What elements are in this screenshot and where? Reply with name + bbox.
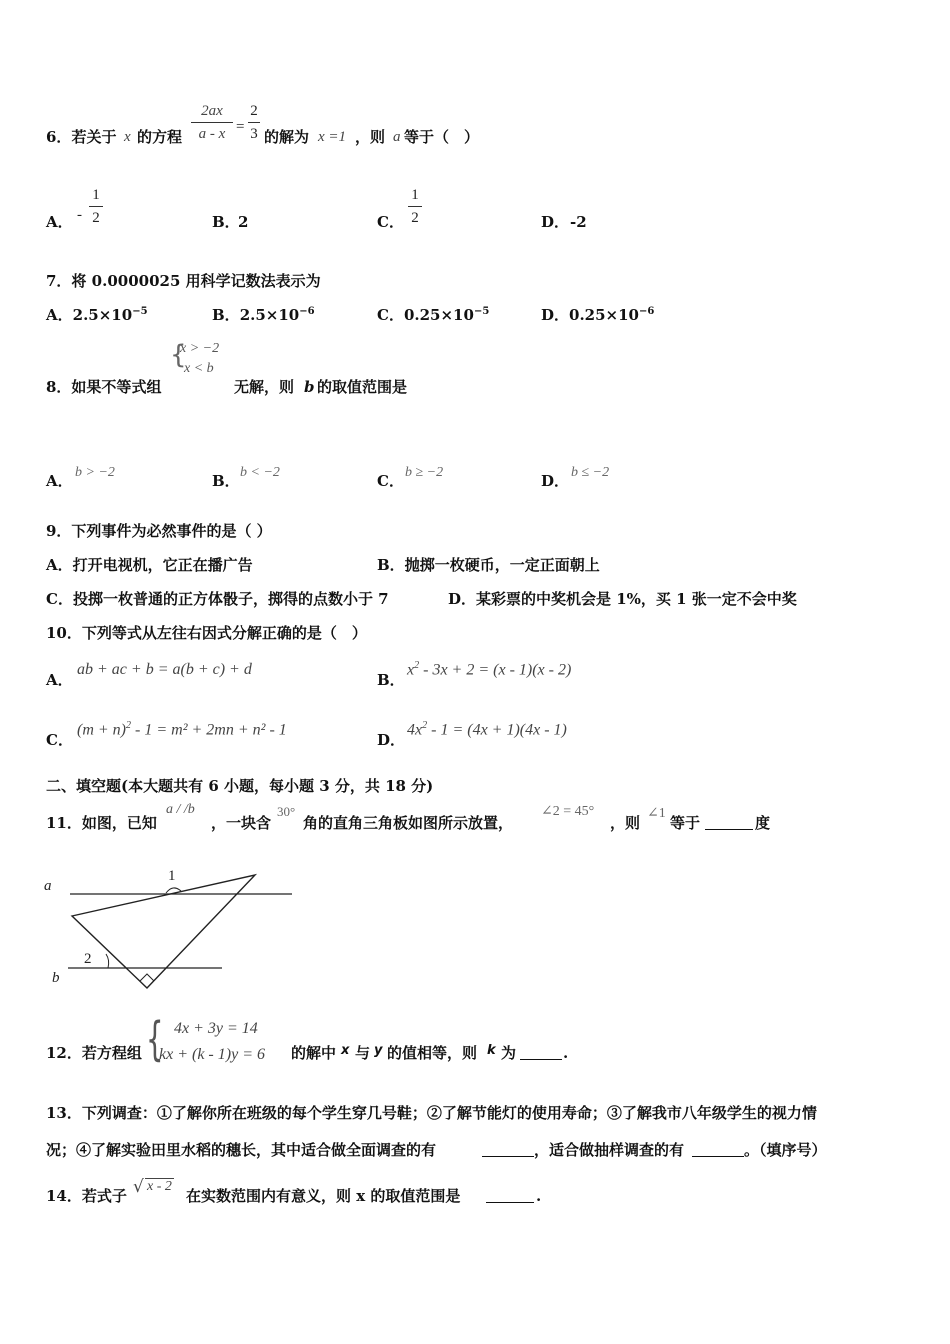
q6-option-a-fraction <box>89 188 103 226</box>
q6-option-d-label: D． <box>541 213 570 231</box>
q6-option-c-label: C． <box>377 213 404 231</box>
q11-stem-p3: 角的直角三角板如图所示放置， <box>303 814 514 832</box>
q6-var-a: a <box>393 129 401 145</box>
q6-option-c-den: 2 <box>408 206 422 226</box>
q8-ineq2: x < b <box>184 361 214 376</box>
q11-stem-p5: 等于 <box>670 814 701 832</box>
q9-stem: 9．下列事件为必然事件的是（ ） <box>46 522 272 540</box>
q12-stem-p5: 为 <box>501 1044 517 1062</box>
q12-eq1: 4x + 3y = 14 <box>174 1020 258 1037</box>
q14-answer-blank[interactable] <box>486 1202 534 1203</box>
q11-cond-angle2: ∠2 = 45° <box>541 804 595 819</box>
q9-option-b: B．抛掷一枚硬币，一定正面朝上 <box>377 556 600 574</box>
q11-stem-p6: 度 <box>755 814 771 832</box>
q11-stem-p1: 11．如图，已知 <box>46 814 157 832</box>
q14-stem-p1: 14．若式子 <box>46 1187 127 1205</box>
q13-line2-a: 况；④了解实验田里水稻的穗长，其中适合做全面调查的有 <box>46 1141 437 1159</box>
q6-stem-prefix: 6．若关于 <box>46 128 117 146</box>
q8-option-c-label: C． <box>377 472 404 490</box>
q11-angle-30: 30° <box>277 804 296 819</box>
q13-line1: 13．下列调查：①了解你所在班级的每个学生穿几号鞋；②了解节能灯的使用寿命；③了解我市八年级学生的视力情 <box>46 1104 817 1122</box>
q6-option-c-fraction <box>408 188 422 226</box>
q6-option-a-den: 2 <box>89 206 103 226</box>
q8-brace: { <box>170 340 187 370</box>
q12-var-x: x <box>341 1043 350 1058</box>
q6-option-a-num: 1 <box>92 187 100 203</box>
q6-option-d-text: -2 <box>570 213 587 231</box>
q12-stem-p1: 12．若方程组 <box>46 1044 142 1062</box>
q9-option-c: C．投掷一枚普通的正方体骰子，掷得的点数小于 7 <box>46 590 389 608</box>
q7-option-d: D．$0.25\times 10^{-6}$ <box>541 306 655 324</box>
q6-rhs-num: 2 <box>250 103 258 119</box>
q12-brace: { <box>146 1012 164 1066</box>
q12-end: . <box>563 1044 569 1062</box>
q10-option-c-expr: $(m + n)^2 - 1 = m^2 + 2mn + n^2 - 1$ <box>77 720 287 739</box>
q8-option-a-label: A． <box>46 472 73 490</box>
label-a: a <box>44 878 52 894</box>
q12-stem-p2: 的解中 <box>291 1044 337 1062</box>
section-title-fill-in: 二、填空题(本大题共有 6 小题，每小题 3 分，共 18 分) <box>46 777 434 795</box>
q13-answer-blank-2[interactable] <box>692 1156 744 1157</box>
q10-option-d-label: D． <box>377 731 406 749</box>
q10-option-c-label: C． <box>46 731 73 749</box>
q6-option-c-num: 1 <box>411 187 419 203</box>
q14-radicand: x - 2 <box>147 1179 172 1194</box>
q9-option-a: A．打开电视机，它正在播广告 <box>46 556 253 574</box>
angle2-arc <box>106 954 109 968</box>
q10-option-a-label: A． <box>46 671 73 689</box>
q6-rhs-den: 3 <box>248 122 260 142</box>
q8-var-b: b <box>304 378 315 396</box>
q11-cond-parallel: a / /b <box>166 802 195 817</box>
q9-option-d: D．某彩票的中奖机会是 1%，买 1 张一定不会中奖 <box>448 590 797 608</box>
q8-option-d-label: D． <box>541 472 570 490</box>
q6-option-b-label: B． <box>212 213 240 231</box>
q12-stem-p4: 的值相等，则 <box>387 1044 478 1062</box>
q12-eq2: kx + (k - 1)y = 6 <box>159 1046 265 1063</box>
q8-ineq1: x > −2 <box>180 341 220 356</box>
q7-option-a: A．$2.5\times 10^{-5}$ <box>46 306 148 324</box>
q6-then: ，则 <box>355 128 386 146</box>
q6-sol-text: 的解为 <box>264 128 310 146</box>
q8-option-b-label: B． <box>212 472 240 490</box>
q8-tail-a: 无解，则 <box>234 378 295 396</box>
q13-line2-b: ，适合做抽样调查的有 <box>534 1141 685 1159</box>
q10-stem: 10．下列等式从左往右因式分解正确的是（ ） <box>46 624 367 642</box>
q11-stem-p4: ，则 <box>610 814 641 832</box>
q7-stem: 7．将 0.0000025 用科学记数法表示为 <box>46 272 321 290</box>
q13-answer-blank-1[interactable] <box>482 1156 534 1157</box>
q6-sol-expr: x =1 <box>318 129 347 145</box>
q6-option-a-sign: - <box>77 207 82 223</box>
q6-option-b-text: 2 <box>238 213 249 231</box>
q8-tail-b: 的取值范围是 <box>317 378 408 396</box>
q14-end: . <box>536 1187 542 1205</box>
q6-rhs-fraction <box>248 104 260 142</box>
q7-option-b: B．$2.5\times 10^{-6}$ <box>212 306 315 324</box>
q12-answer-blank[interactable] <box>520 1059 562 1060</box>
q7-option-c: C．$0.25\times 10^{-5}$ <box>377 306 490 324</box>
q6-frac-den: a - x <box>191 122 233 142</box>
q6-var-x: x <box>124 129 131 145</box>
q6-mid-text: 的方程 <box>137 128 183 146</box>
label-b: b <box>52 970 60 986</box>
q12-stem-p3: 与 <box>355 1044 371 1062</box>
q6-fraction <box>191 104 233 142</box>
q6-equals: = <box>236 119 245 135</box>
q11-stem-p2: ，一块含 <box>211 814 272 832</box>
label-2: 2 <box>84 951 92 967</box>
q12-var-y: y <box>374 1043 383 1058</box>
q10-option-b-expr: $x^2 - 3x + 2 = (x - 1)(x - 2)$ <box>407 660 572 679</box>
q8-option-c-expr: b ≥ −2 <box>405 465 444 480</box>
q11-angle-1: ∠1 <box>647 806 666 821</box>
q11-answer-blank[interactable] <box>705 829 753 830</box>
q6-option-a-label: A． <box>46 213 73 231</box>
q10-option-a-expr: ab + ac + b = a(b + c) + d <box>77 661 252 678</box>
q13-line2-c: 。（填序号） <box>744 1141 827 1159</box>
q11-figure <box>40 860 300 995</box>
label-1: 1 <box>168 868 176 884</box>
q8-option-a-expr: b > −2 <box>75 465 115 480</box>
q10-option-b-label: B． <box>377 671 405 689</box>
q6-tail: 等于（ ） <box>404 128 480 146</box>
q8-stem: 8．如果不等式组 <box>46 378 162 396</box>
right-angle-mark <box>140 974 154 981</box>
q12-var-k: k <box>487 1043 496 1058</box>
q6-frac-num: 2ax <box>201 103 223 119</box>
sqrt-icon: √ <box>133 1177 144 1197</box>
triangle-ruler <box>72 875 255 988</box>
q8-option-d-expr: b ≤ −2 <box>571 465 610 480</box>
q10-option-d-expr: $4x^2 - 1 = (4x + 1)(4x - 1)$ <box>407 720 567 739</box>
q14-stem-p2: 在实数范围内有意义，则 x 的取值范围是 <box>186 1187 461 1205</box>
q8-option-b-expr: b < −2 <box>240 465 280 480</box>
